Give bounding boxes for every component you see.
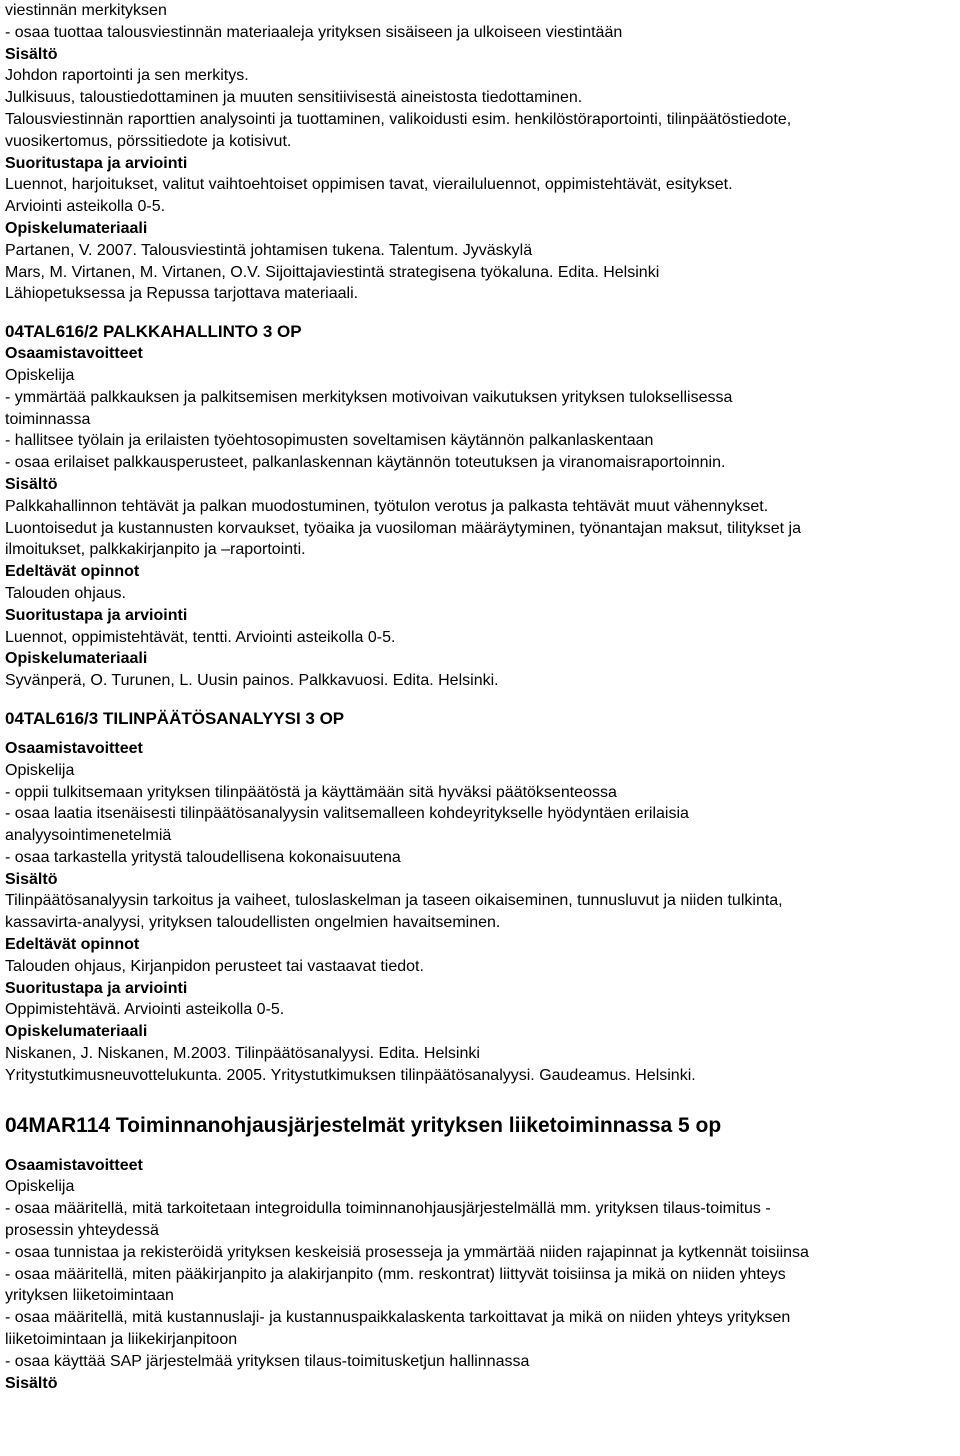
text-line: Partanen, V. 2007. Talousviestintä johtamisen tukena. Talentum. Jyväskylä bbox=[5, 241, 533, 259]
text-line: Niskanen, J. Niskanen, M.2003. Tilinpäätösanalyysi. Edita. Helsinki bbox=[5, 1045, 480, 1063]
course-toiminnanohjausjarjestelmat bbox=[5, 1113, 957, 1395]
text-line: viestinnän merkityksen bbox=[5, 2, 167, 19]
section-heading-suoritustapa: Suoritustapa ja arviointi bbox=[5, 979, 188, 997]
text-line: Arviointi asteikolla 0-5. bbox=[5, 198, 166, 216]
text-line: Luennot, harjoitukset, valitut vaihtoehtoiset oppimisen tavat, vierailuluennot, oppimistehtävät, esitykset. bbox=[5, 176, 733, 194]
text-line: Talousviestinnän raporttien analysointi ja tuottaminen, valikoidusti esim. henkilöstöraportointi, tilinpäätöstiedote, bbox=[5, 110, 792, 128]
section-heading-osaamistavoitteet: Osaamistavoitteet bbox=[5, 739, 143, 757]
section-heading-sisalto: Sisältö bbox=[5, 45, 58, 63]
section-heading-suoritustapa: Suoritustapa ja arviointi bbox=[5, 154, 188, 172]
section-heading-sisalto: Sisältö bbox=[5, 1374, 58, 1392]
text-line: ilmoitukset, palkkakirjanpito ja –raportointi. bbox=[5, 541, 306, 559]
text-line: toiminnassa bbox=[5, 410, 91, 428]
text-line: - osaa tarkastella yritystä taloudellisena kokonaisuutena bbox=[5, 848, 401, 866]
text-line: Talouden ohjaus. bbox=[5, 584, 126, 602]
text-line: - osaa määritellä, mitä kustannuslaji- ja kustannuspaikkalaskenta tarkoittavat ja mikä on niiden yhteys yrityksen bbox=[5, 1309, 791, 1327]
document-page bbox=[5, 0, 957, 1394]
section-heading-opiskelumateriaali: Opiskelumateriaali bbox=[5, 1023, 148, 1041]
text-line: Lähiopetuksessa ja Repussa tarjottava materiaali. bbox=[5, 285, 359, 303]
text-line: - osaa määritellä, mitä tarkoitetaan integroidulla toiminnanohjausjärjestelmällä mm. yrityksen tilaus-toimitus - bbox=[5, 1200, 771, 1218]
section-heading-sisalto: Sisältö bbox=[5, 870, 58, 888]
section-heading-suoritustapa: Suoritustapa ja arviointi bbox=[5, 606, 188, 624]
course-title: 04TAL616/2 PALKKAHALLINTO 3 OP bbox=[5, 322, 302, 342]
section-heading-sisalto: Sisältö bbox=[5, 475, 58, 493]
text-line: - osaa käyttää SAP järjestelmää yrityksen tilaus-toimitusketjun hallinnassa bbox=[5, 1352, 530, 1370]
text-line: analyysointimenetelmiä bbox=[5, 827, 172, 845]
text-line: Palkkahallinnon tehtävät ja palkan muodostuminen, työtulon verotus ja palkasta tehtävät muut vähennykset. bbox=[5, 497, 769, 515]
text-line: Opiskelija bbox=[5, 1178, 75, 1196]
section-heading-edeltavat: Edeltävät opinnot bbox=[5, 936, 140, 954]
prev-course-continuation bbox=[5, 0, 957, 305]
text-line: Opiskelija bbox=[5, 761, 75, 779]
text-line: Tilinpäätösanalyysin tarkoitus ja vaiheet, tuloslaskelman ja taseen oikaiseminen, tunnusluvut ja niiden tulkinta, bbox=[5, 892, 783, 910]
text-line: - osaa erilaiset palkkausperusteet, palkanlaskennan käytännön toteutuksen ja viranomaisraportoinnin. bbox=[5, 454, 726, 472]
text-line: Mars, M. Virtanen, M. Virtanen, O.V. Sijoittajaviestintä strategisena työkaluna. Edita. Helsinki bbox=[5, 263, 660, 281]
course-tilinpaatosanalyysi bbox=[5, 708, 957, 1087]
text-line: Luennot, oppimistehtävät, tentti. Arviointi asteikolla 0-5. bbox=[5, 628, 396, 646]
text-line: - ymmärtää palkkauksen ja palkitsemisen merkityksen motivoivan vaikutuksen yrityksen tuloksellisessa bbox=[5, 388, 733, 406]
text-line: Syvänperä, O. Turunen, L. Uusin painos. Palkkavuosi. Edita. Helsinki. bbox=[5, 672, 499, 690]
text-line: Luontoisedut ja kustannusten korvaukset, työaika ja vuosiloman määräytyminen, työnantajan maksut, tilitykset ja bbox=[5, 519, 801, 537]
text-line: Julkisuus, taloustiedottaminen ja muuten sensitiivisestä aineistosta tiedottaminen. bbox=[5, 89, 583, 107]
section-heading-osaamistavoitteet: Osaamistavoitteet bbox=[5, 1156, 143, 1174]
course-title: 04MAR114 Toiminnanohjausjärjestelmät yrityksen liiketoiminnassa 5 op bbox=[5, 1113, 722, 1137]
text-line: - osaa määritellä, miten pääkirjanpito ja alakirjanpito (mm. reskontrat) liittyvät toisiinsa ja mikä on niiden yhteys bbox=[5, 1265, 786, 1283]
text-line: liiketoimintaan ja liikekirjanpitoon bbox=[5, 1331, 238, 1349]
text-line: - osaa laatia itsenäisesti tilinpäätösanalyysin valitsemalleen kohdeyritykselle hyödyntäen erilaisia bbox=[5, 805, 689, 823]
text-line: Opiskelija bbox=[5, 366, 75, 384]
section-heading-opiskelumateriaali: Opiskelumateriaali bbox=[5, 650, 148, 668]
text-line: Yritystutkimusneuvottelukunta. 2005. Yritystutkimuksen tilinpäätösanalyysi. Gaudeamus. Helsinki. bbox=[5, 1066, 696, 1084]
section-heading-opiskelumateriaali: Opiskelumateriaali bbox=[5, 219, 148, 237]
text-line: Oppimistehtävä. Arviointi asteikolla 0-5. bbox=[5, 1001, 285, 1019]
text-line: - osaa tunnistaa ja rekisteröidä yrityksen keskeisiä prosesseja ja ymmärtää niiden rajapinnat ja kytkennät toisiinsa bbox=[5, 1243, 809, 1261]
section-heading-edeltavat: Edeltävät opinnot bbox=[5, 563, 140, 581]
text-line: - hallitsee työlain ja erilaisten työehtosopimusten soveltamisen käytännön palkanlaskentaan bbox=[5, 432, 654, 450]
section-heading-osaamistavoitteet: Osaamistavoitteet bbox=[5, 345, 143, 363]
text-line: vuosikertomus, pörssitiedote ja kotisivut. bbox=[5, 132, 292, 150]
text-line: - osaa tuottaa talousviestinnän materiaaleja yrityksen sisäiseen ja ulkoiseen viestintään bbox=[5, 23, 623, 41]
text-line: Talouden ohjaus, Kirjanpidon perusteet tai vastaavat tiedot. bbox=[5, 957, 424, 975]
text-line: - oppii tulkitsemaan yrityksen tilinpäätöstä ja käyttämään sitä hyväksi päätöksenteossa bbox=[5, 783, 617, 801]
text-line: kassavirta-analyysi, yrityksen taloudellisten ongelmien havaitseminen. bbox=[5, 914, 501, 932]
course-title: 04TAL616/3 TILINPÄÄTÖSANALYYSI 3 OP bbox=[5, 708, 345, 728]
text-line: yrityksen liiketoimintaan bbox=[5, 1287, 174, 1305]
text-line: Johdon raportointi ja sen merkitys. bbox=[5, 67, 249, 85]
course-palkkahallinto bbox=[5, 321, 957, 692]
text-line: prosessin yhteydessä bbox=[5, 1222, 159, 1240]
